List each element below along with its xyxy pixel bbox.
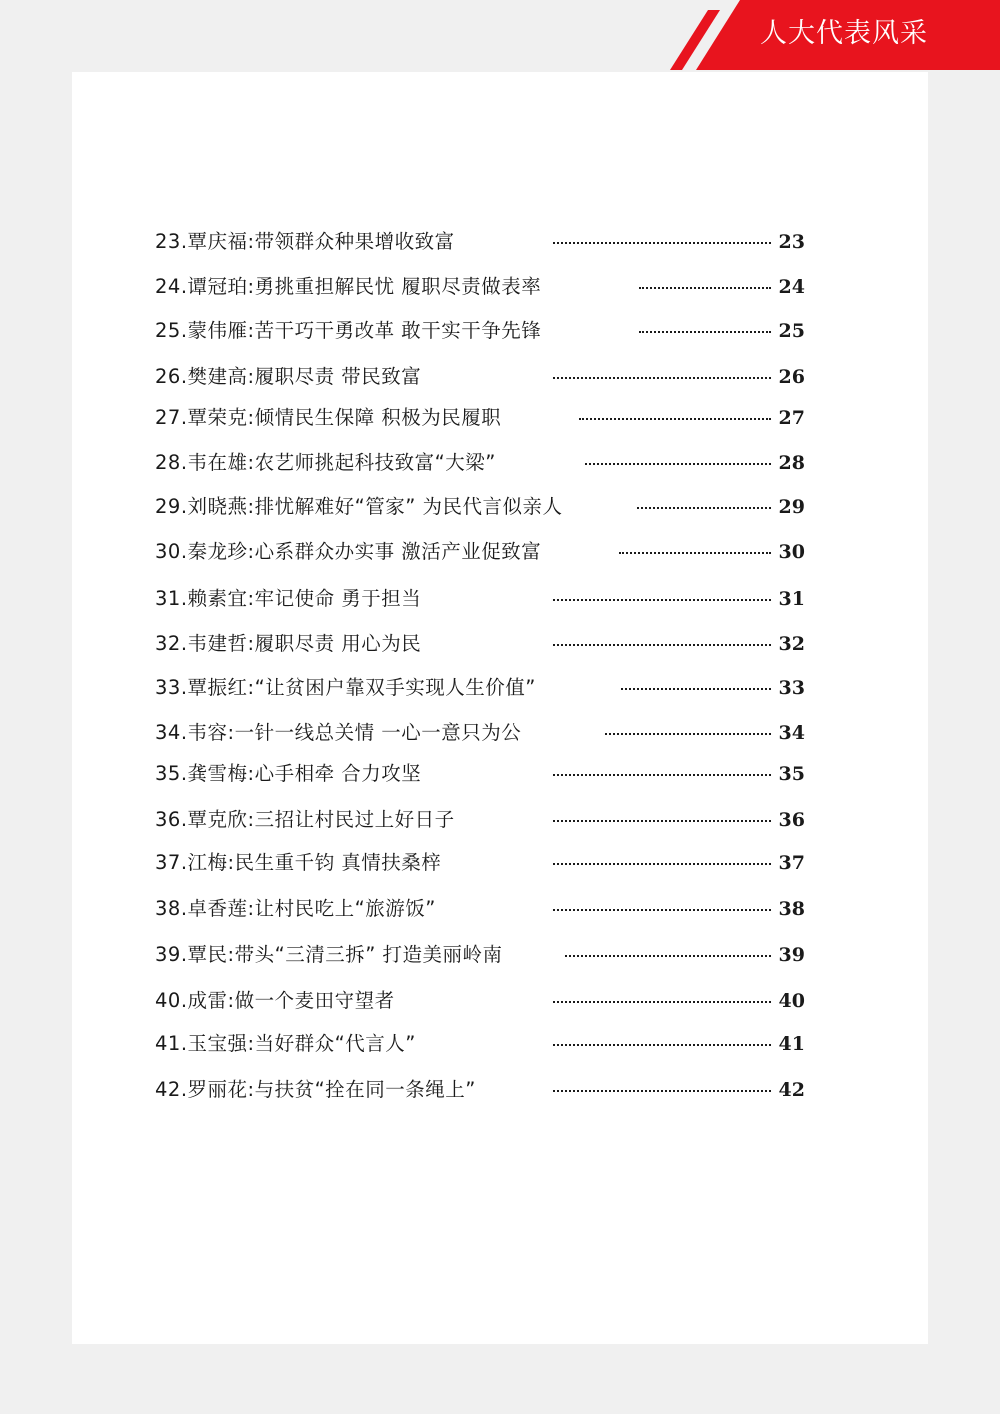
entry-author: 赖素宜 [187, 587, 248, 610]
entry-title: 履职尽责 用心为民 [254, 632, 422, 655]
toc-entry-text: 32.韦建哲:履职尽责 用心为民 [155, 632, 422, 655]
toc-entry[interactable] [155, 401, 805, 435]
entry-page-number: 32 [778, 633, 805, 655]
entry-title: 勇挑重担解民忧 履职尽责做表率 [254, 275, 542, 298]
entry-page-number: 24 [778, 276, 805, 298]
dot-leader [639, 287, 771, 289]
entry-number: 36. [155, 808, 188, 831]
entry-page-number: 37 [778, 852, 805, 874]
entry-number: 35. [155, 762, 188, 785]
dot-leader [553, 599, 771, 601]
entry-page-number: 33 [778, 677, 805, 699]
entry-author: 卓香莲 [187, 897, 248, 920]
entry-author: 樊建高 [187, 365, 248, 388]
entry-author: 韦建哲 [187, 632, 248, 655]
toc-entry[interactable] [155, 535, 805, 569]
toc-entry-text: 33.覃振红:“让贫困户靠双手实现人生价值” [155, 676, 536, 699]
entry-title: 与扶贫“拴在同一条绳上” [254, 1078, 476, 1101]
toc-entry[interactable] [155, 360, 805, 394]
entry-page-number: 23 [778, 231, 805, 253]
dot-leader [553, 242, 771, 244]
dot-leader [585, 463, 771, 465]
toc-entry-text: 28.韦在雄:农艺师挑起科技致富“大梁” [155, 451, 496, 474]
toc-entry-text: 29.刘晓燕:排忧解难好“管家” 为民代言似亲人 [155, 495, 563, 518]
toc-entry-text: 42.罗丽花:与扶贫“拴在同一条绳上” [155, 1078, 476, 1101]
entry-page-number: 28 [778, 452, 805, 474]
entry-author: 韦在雄 [187, 451, 248, 474]
entry-title: 三招让村民过上好日子 [254, 808, 455, 831]
entry-number: 28. [155, 451, 188, 474]
toc-entry-text: 40.成雷:做一个麦田守望者 [155, 989, 395, 1012]
entry-author: 覃振红 [187, 676, 248, 699]
dot-leader [621, 688, 771, 690]
toc-entry-text: 38.卓香莲:让村民吃上“旅游饭” [155, 897, 436, 920]
toc-entry-text: 34.韦容:一针一线总关情 一心一意只为公 [155, 721, 522, 744]
entry-title: 让村民吃上“旅游饭” [254, 897, 436, 920]
toc-entry-text: 41.玉宝强:当好群众“代言人” [155, 1032, 416, 1055]
entry-title: “让贫困户靠双手实现人生价值” [254, 676, 536, 699]
entry-page-number: 38 [778, 898, 805, 920]
toc-entry-text: 23.覃庆福:带领群众种果增收致富 [155, 230, 455, 253]
toc-entry-text: 37.江梅:民生重千钧 真情扶桑梓 [155, 851, 442, 874]
entry-number: 31. [155, 587, 188, 610]
dot-leader [553, 774, 771, 776]
dot-leader [553, 863, 771, 865]
entry-number: 42. [155, 1078, 188, 1101]
entry-author: 江梅 [187, 851, 228, 874]
toc-entry[interactable] [155, 846, 805, 880]
entry-page-number: 27 [778, 407, 805, 429]
entry-page-number: 25 [778, 320, 805, 342]
entry-title: 带领群众种果增收致富 [254, 230, 455, 253]
toc-entry[interactable] [155, 1027, 805, 1061]
dot-leader [553, 909, 771, 911]
toc-entry-text: 26.樊建高:履职尽责 带民致富 [155, 365, 422, 388]
entry-title: 苦干巧干勇改革 敢干实干争先锋 [254, 319, 542, 342]
entry-number: 34. [155, 721, 188, 744]
entry-author: 玉宝强 [187, 1032, 248, 1055]
toc-entry[interactable] [155, 671, 805, 705]
dot-leader [553, 1090, 771, 1092]
entry-number: 26. [155, 365, 188, 388]
entry-author: 谭冠珀 [187, 275, 248, 298]
entry-author: 覃克欣 [187, 808, 248, 831]
dot-leader [553, 1001, 771, 1003]
entry-title: 倾情民生保障 积极为民履职 [254, 406, 502, 429]
entry-page-number: 35 [778, 763, 805, 785]
entry-title: 牢记使命 勇于担当 [254, 587, 422, 610]
entry-number: 38. [155, 897, 188, 920]
entry-title: 带头“三清三拆” 打造美丽岭南 [234, 943, 503, 966]
entry-page-number: 39 [778, 944, 805, 966]
entry-page-number: 40 [778, 990, 805, 1012]
dot-leader [605, 733, 771, 735]
entry-number: 25. [155, 319, 188, 342]
toc-entry-text: 39.覃民:带头“三清三拆” 打造美丽岭南 [155, 943, 503, 966]
entry-number: 39. [155, 943, 188, 966]
entry-number: 32. [155, 632, 188, 655]
dot-leader [565, 955, 771, 957]
dot-leader [637, 507, 771, 509]
entry-number: 23. [155, 230, 188, 253]
toc-entry[interactable] [155, 446, 805, 480]
entry-number: 29. [155, 495, 188, 518]
entry-page-number: 41 [778, 1033, 805, 1055]
entry-author: 龚雪梅 [187, 762, 248, 785]
toc-entry[interactable] [155, 1073, 805, 1107]
entry-page-number: 30 [778, 541, 805, 563]
toc-entry-text: 25.蒙伟雁:苦干巧干勇改革 敢干实干争先锋 [155, 319, 542, 342]
entry-author: 刘晓燕 [187, 495, 248, 518]
entry-page-number: 36 [778, 809, 805, 831]
entry-title: 民生重千钧 真情扶桑梓 [234, 851, 442, 874]
toc-entry-text: 27.覃荣克:倾情民生保障 积极为民履职 [155, 406, 502, 429]
entry-author: 蒙伟雁 [187, 319, 248, 342]
dot-leader [553, 1044, 771, 1046]
entry-number: 41. [155, 1032, 188, 1055]
entry-page-number: 26 [778, 366, 805, 388]
toc-entry-text: 35.龚雪梅:心手相牵 合力攻坚 [155, 762, 422, 785]
entry-author: 覃庆福 [187, 230, 248, 253]
toc-entry[interactable] [155, 582, 805, 616]
entry-author: 韦容 [187, 721, 228, 744]
entry-number: 40. [155, 989, 188, 1012]
page-sheet [72, 72, 928, 1344]
toc-entry[interactable] [155, 757, 805, 791]
dot-leader [553, 820, 771, 822]
entry-title: 一针一线总关情 一心一意只为公 [234, 721, 522, 744]
dot-leader [553, 644, 771, 646]
entry-number: 27. [155, 406, 188, 429]
entry-title: 心手相牵 合力攻坚 [254, 762, 422, 785]
toc-entry[interactable] [155, 490, 805, 524]
entry-number: 37. [155, 851, 188, 874]
entry-author: 覃荣克 [187, 406, 248, 429]
toc-entry[interactable] [155, 225, 805, 259]
entry-author: 秦龙珍 [187, 540, 248, 563]
dot-leader [639, 331, 771, 333]
toc-entry[interactable] [155, 803, 805, 837]
toc-entry[interactable] [155, 270, 805, 304]
entry-page-number: 34 [778, 722, 805, 744]
dot-leader [553, 377, 771, 379]
toc-entry-text: 31.赖素宜:牢记使命 勇于担当 [155, 587, 422, 610]
toc-entry-text: 30.秦龙珍:心系群众办实事 激活产业促致富 [155, 540, 542, 563]
toc-entry[interactable] [155, 716, 805, 750]
entry-title: 排忧解难好“管家” 为民代言似亲人 [254, 495, 563, 518]
entry-number: 30. [155, 540, 188, 563]
section-title: 人大代表风采 [760, 18, 928, 49]
toc-entry-text: 36.覃克欣:三招让村民过上好日子 [155, 808, 455, 831]
entry-page-number: 42 [778, 1079, 805, 1101]
toc-entry[interactable] [155, 627, 805, 661]
toc-entry[interactable] [155, 314, 805, 348]
entry-number: 33. [155, 676, 188, 699]
entry-page-number: 31 [778, 588, 805, 610]
dot-leader [619, 552, 771, 554]
entry-title: 履职尽责 带民致富 [254, 365, 422, 388]
toc-entry-text: 24.谭冠珀:勇挑重担解民忧 履职尽责做表率 [155, 275, 542, 298]
entry-number: 24. [155, 275, 188, 298]
entry-author: 罗丽花 [187, 1078, 248, 1101]
entry-title: 心系群众办实事 激活产业促致富 [254, 540, 542, 563]
entry-title: 农艺师挑起科技致富“大梁” [254, 451, 496, 474]
dot-leader [579, 418, 771, 420]
toc-entry[interactable] [155, 984, 805, 1018]
toc-entry[interactable] [155, 892, 805, 926]
entry-author: 成雷 [187, 989, 228, 1012]
entry-title: 当好群众“代言人” [254, 1032, 416, 1055]
entry-author: 覃民 [187, 943, 228, 966]
entry-title: 做一个麦田守望者 [234, 989, 395, 1012]
toc-entry[interactable] [155, 938, 805, 972]
entry-page-number: 29 [778, 496, 805, 518]
